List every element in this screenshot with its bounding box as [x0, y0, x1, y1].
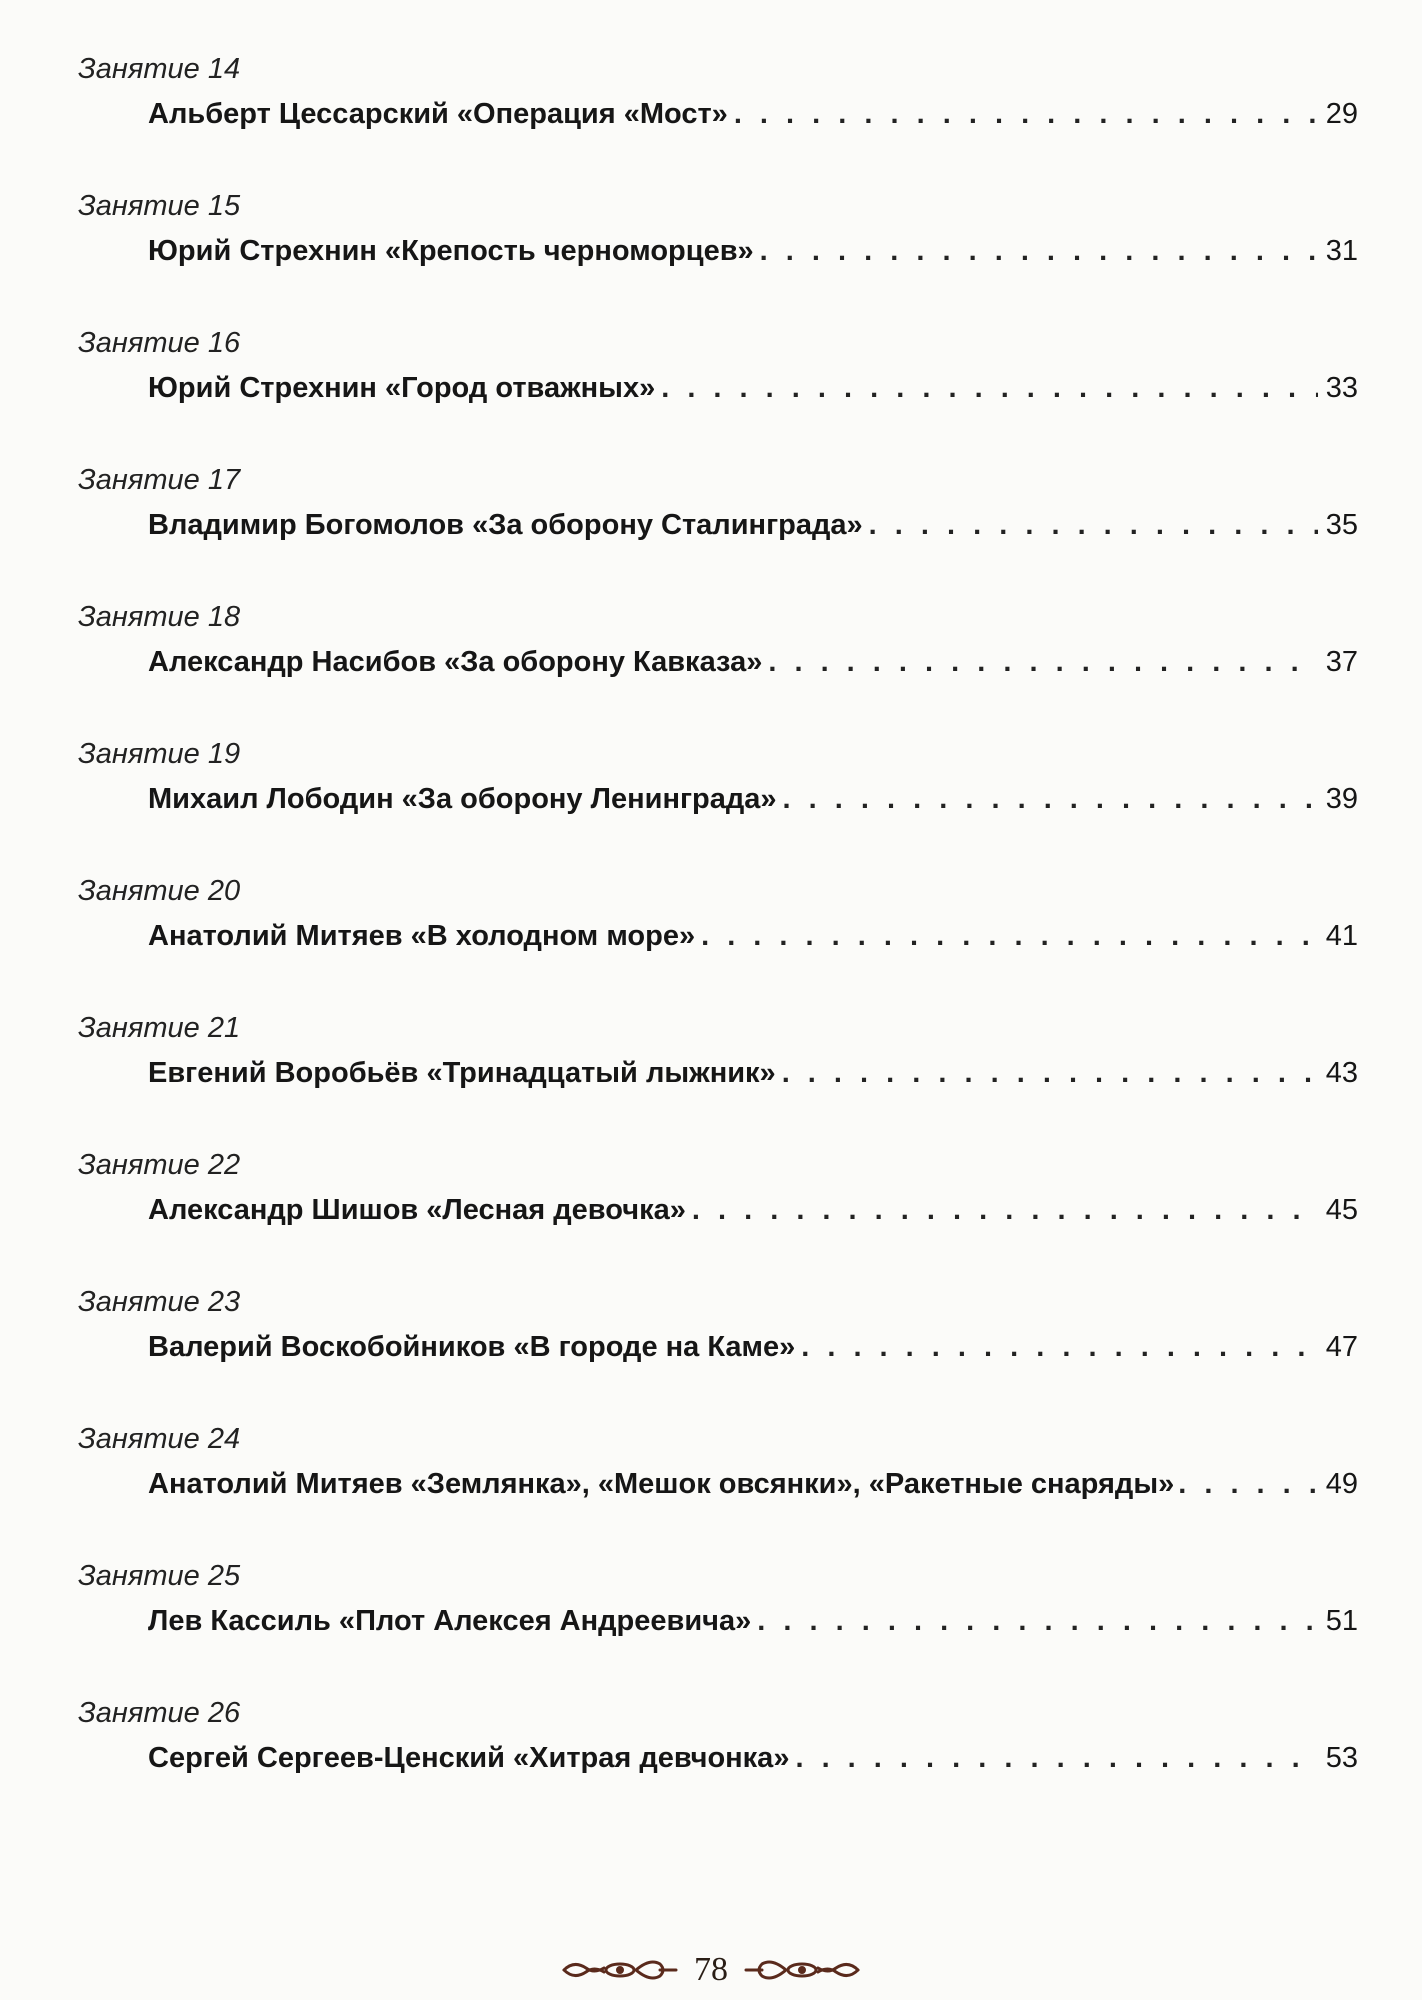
- story-title: Лев Кассиль «Плот Алексея Андреевича»: [148, 1605, 752, 1637]
- toc-line: [78, 1192, 1358, 1228]
- lesson-label: Занятие 16: [78, 327, 241, 359]
- flourish-ornament-icon: [742, 1950, 862, 1990]
- toc-entry: [78, 874, 1358, 1011]
- toc-entry: [78, 1148, 1358, 1285]
- story-title: Анатолий Митяев «Землянка», «Мешок овсянки», «Ракетные снаряды»: [148, 1468, 1175, 1500]
- lesson-label: Занятие 20: [78, 875, 241, 907]
- dot-leader: [1178, 1466, 1320, 1502]
- toc-entry: [78, 1422, 1358, 1559]
- toc-line: [78, 1466, 1358, 1502]
- page-footer: [0, 1950, 1422, 1990]
- page-ref: 33: [1325, 372, 1358, 404]
- table-of-contents: [78, 52, 1358, 1833]
- toc-entry: [78, 1559, 1358, 1696]
- story-title: Сергей Сергеев-Ценский «Хитрая девчонка»: [148, 1742, 790, 1774]
- toc-line: [78, 918, 1358, 954]
- toc-line: [78, 1603, 1358, 1639]
- page-ref: 41: [1325, 920, 1358, 952]
- toc-line: [78, 1055, 1358, 1091]
- toc-line: [78, 370, 1358, 406]
- toc-entry: [78, 326, 1358, 463]
- dot-leader: [768, 644, 1318, 680]
- lesson-label: Занятие 22: [78, 1149, 241, 1181]
- dot-leader: [782, 1055, 1318, 1091]
- dot-leader: [734, 96, 1318, 132]
- dot-leader: [869, 507, 1318, 543]
- toc-entry: [78, 1285, 1358, 1422]
- dot-leader: [795, 1740, 1318, 1776]
- flourish-ornament-icon: [560, 1950, 680, 1990]
- toc-line: [78, 233, 1358, 269]
- dot-leader: [757, 1603, 1318, 1639]
- lesson-label: Занятие 14: [78, 53, 241, 85]
- toc-line: [78, 644, 1358, 680]
- dot-leader: [701, 918, 1318, 954]
- story-title: Владимир Богомолов «За оборону Сталинграда»: [148, 509, 863, 541]
- toc-line: [78, 1329, 1358, 1365]
- page-ref: 45: [1325, 1194, 1358, 1226]
- lesson-label: Занятие 24: [78, 1423, 241, 1455]
- page-ref: 43: [1325, 1057, 1358, 1089]
- story-title: Валерий Воскобойников «В городе на Каме»: [148, 1331, 796, 1363]
- lesson-label: Занятие 26: [78, 1697, 241, 1729]
- story-title: Альберт Цессарский «Операция «Мост»: [148, 98, 728, 130]
- page-ref: 51: [1325, 1605, 1358, 1637]
- story-title: Евгений Воробьёв «Тринадцатый лыжник»: [148, 1057, 776, 1089]
- toc-line: [78, 96, 1358, 132]
- toc-entry: [78, 189, 1358, 326]
- toc-entry: [78, 737, 1358, 874]
- lesson-label: Занятие 15: [78, 190, 241, 222]
- page-ref: 37: [1325, 646, 1358, 678]
- toc-entry: [78, 463, 1358, 600]
- story-title: Анатолий Митяев «В холодном море»: [148, 920, 696, 952]
- dot-leader: [760, 233, 1318, 269]
- page-ref: 39: [1325, 783, 1358, 815]
- page-ref: 35: [1325, 509, 1358, 541]
- lesson-label: Занятие 18: [78, 601, 241, 633]
- page-ref: 31: [1325, 235, 1358, 267]
- dot-leader: [801, 1329, 1318, 1365]
- toc-entry: [78, 1011, 1358, 1148]
- toc-entry: [78, 52, 1358, 189]
- story-title: Юрий Стрехнин «Город отважных»: [148, 372, 656, 404]
- dot-leader: [692, 1192, 1318, 1228]
- lesson-label: Занятие 19: [78, 738, 241, 770]
- toc-entry: [78, 600, 1358, 737]
- toc-entry: [78, 1696, 1358, 1833]
- story-title: Юрий Стрехнин «Крепость черноморцев»: [148, 235, 754, 267]
- page-ref: 29: [1325, 98, 1358, 130]
- lesson-label: Занятие 23: [78, 1286, 241, 1318]
- lesson-label: Занятие 25: [78, 1560, 241, 1592]
- page-number: 78: [694, 1951, 728, 1988]
- dot-leader: [661, 370, 1318, 406]
- toc-line: [78, 1740, 1358, 1776]
- dot-leader: [783, 781, 1318, 817]
- toc-line: [78, 507, 1358, 543]
- story-title: Александр Насибов «За оборону Кавказа»: [148, 646, 763, 678]
- story-title: Александр Шишов «Лесная девочка»: [148, 1194, 686, 1226]
- toc-line: [78, 781, 1358, 817]
- story-title: Михаил Лободин «За оборону Ленинграда»: [148, 783, 777, 815]
- lesson-label: Занятие 17: [78, 464, 241, 496]
- page-ref: 53: [1325, 1742, 1358, 1774]
- page-ref: 47: [1325, 1331, 1358, 1363]
- lesson-label: Занятие 21: [78, 1012, 241, 1044]
- page-ref: 49: [1325, 1468, 1358, 1500]
